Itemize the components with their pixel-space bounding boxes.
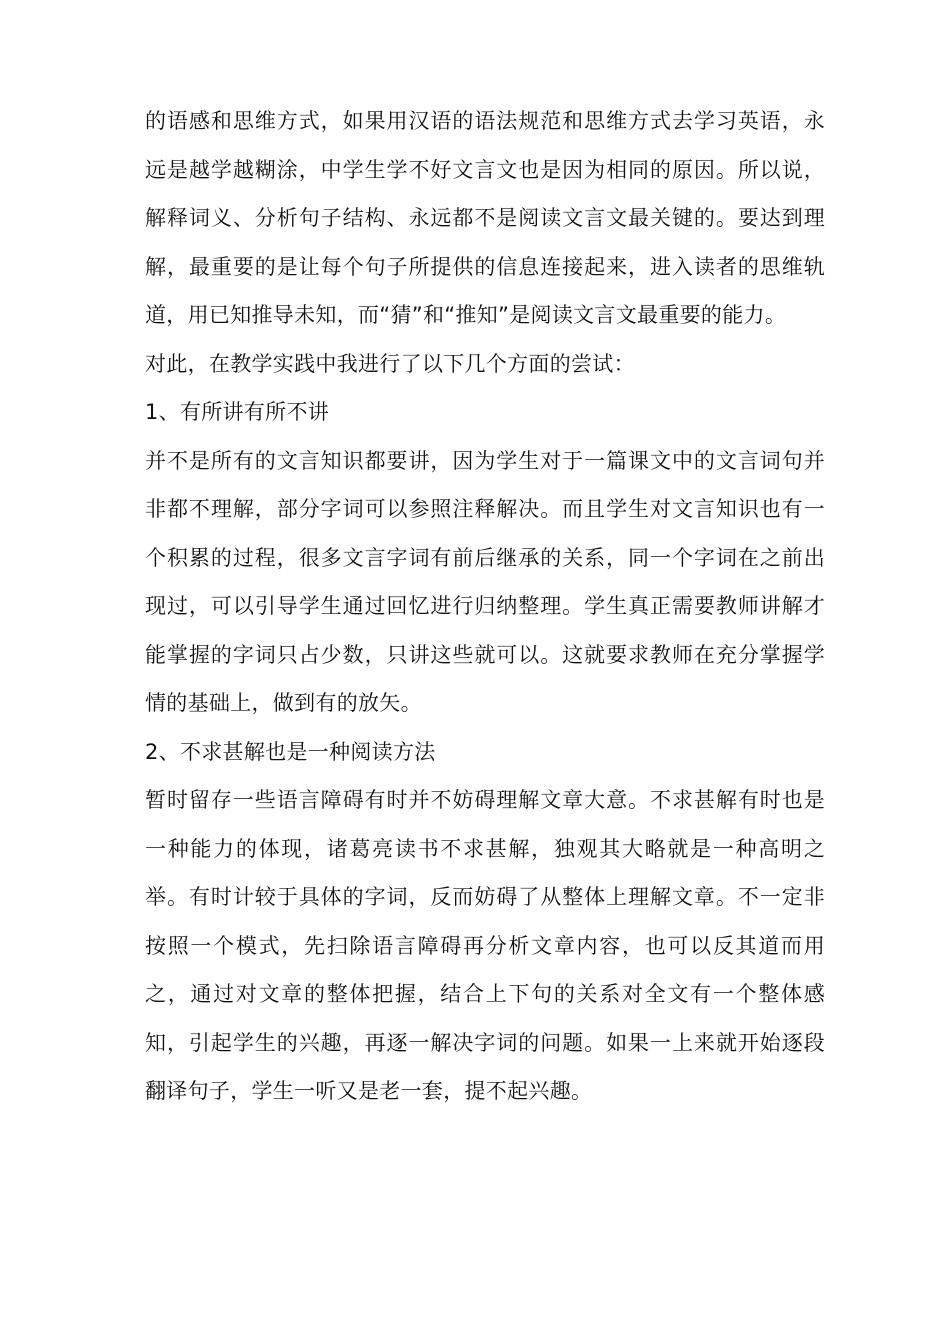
paragraph-attempts-intro: 对此，在教学实践中我进行了以下几个方面的尝试： — [145, 351, 635, 376]
paragraph-section-2: 暂时留存一些语言障碍有时并不妨碍理解文章大意。不求甚解有时也是一种能力的体现，诸葛亮读书不求甚解，独观其大略就是一种高明之举。有时计较于具体的字词，反而妨碍了从整体上理解文章。不一定非按照一个模式，先扫除语言障碍再分析文章内容，也可以反其道而用之，通过对文章的整体把握，结合上下句的关系对全文有一个整体感知，引起学生的兴趣，再逐一解决字词的问题。如果一上来就开始逐段翻译句子，学生一听又是老一套，提不起兴趣。 — [145, 788, 825, 1103]
paragraph-section-1: 并不是所有的文言知识都要讲，因为学生对于一篇课文中的文言词句并非都不理解，部分字词可以参照注释解决。而且学生对文言知识也有一个积累的过程，很多文言字词有前后继承的关系，同一个字词在之前出现过，可以引导学生通过回忆进行归纳整理。学生真正需要教师讲解才能掌握的字词只占少数，只讲这些就可以。这就要求教师在充分掌握学情的基础上，做到有的放矢。 — [145, 448, 825, 715]
document-body — [145, 97, 825, 1116]
section-heading-2: 2、不求甚解也是一种阅读方法 — [145, 739, 436, 764]
paragraph-language-thinking: 的语感和思维方式，如果用汉语的语法规范和思维方式去学习英语，永远是越学越糊涂，中学生学不好文言文也是因为相同的原因。所以说，解释词义、分析句子结构、永远都不是阅读文言文最关键的。要达到理解，最重要的是让每个句子所提供的信息连接起来，进入读者的思维轨道，用已知推导未知，而“猜”和“推知”是阅读文言文最重要的能力。 — [145, 109, 825, 327]
section-heading-1: 1、有所讲有所不讲 — [145, 400, 330, 424]
